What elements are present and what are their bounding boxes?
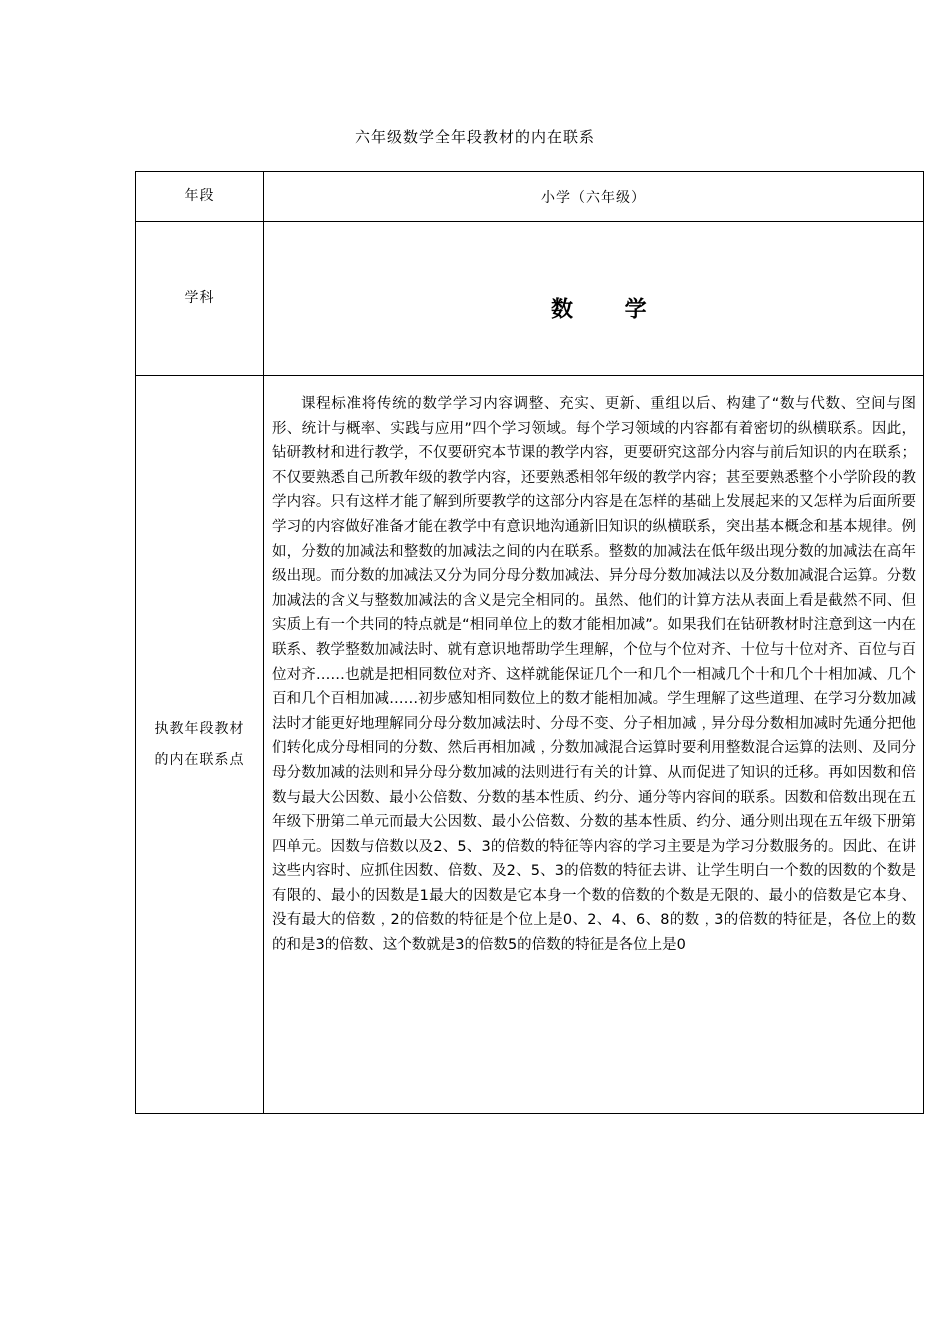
grade-label: 年段 — [184, 188, 215, 204]
content-label-cell — [136, 376, 264, 1114]
grade-value-cell — [264, 172, 924, 222]
document-title: 六年级数学全年段教材的内在联系 — [354, 128, 595, 146]
grade-value: 小学（六年级） — [541, 189, 646, 206]
content-text-cell — [264, 376, 924, 1114]
content-paragraph: 课程标准将传统的数学学习内容调整、充实、更新、重组以后、构建了“数与代数、空间与图形、统计与概率、实践与应用”四个学习领域。每个学习领域的内容都有着密切的纵横联系。因此，钻研教材和进行教学，不仅要研究本节课的教学内容，更要研究这部分内容与前后知识的内在联系；不仅要熟悉自己所教年级的教学内容，还要熟悉相邻年级的教学内容；甚至要熟悉整个小学阶段的教学内容。只有这样才能了解到所要教学的这部分内容是在怎样的基础上发展起来的又怎样为后面所要学习的内容做好准备才能在教学中有意识地沟通新旧知识的纵横联系，突出基本概念和基本规律。例如，分数的加减法和整数的加减法之间的内在联系。整数的加减法在低年级出现分数的加减法在高年级出现。而分数的加减法又分为同分母分数加减法、异分母分数加减法以及分数加减混合运算。分数加减法的含义与整数加减法的含义是完全相同的。虽然、他们的计算方法从表面上看是截然不同、但实质上有一个共同的特点就是“相同单位上的数才能相加减”。如果我们在钻研教材时注意到这一内在联系、教学整数加减法时、就有意识地帮助学生理解，个位与个位对齐、十位与十位对齐、百位与百位对齐……也就是把相同数位对齐、这样就能保证几个一和几个一相减几个十和几个十相加减、几个百和几个百相加减……初步感知相同数位上的数才能相加减。学生理解了这些道理、在学习分数加减法时才能更好地理解同分母分数加减法时、分母不变、分子相加减﹐异分母分数相加减时先通分把他们转化成分母相同的分数、然后再相加减﹐分数加减混合运算时要利用整数混合运算的法则、及同分母分数加减的法则和异分母分数加减的法则进行有关的计算、从而促进了知识的迁移。再如因数和倍数与最大公因数、最小公倍数、分数的基本性质、约分、通分等内容间的联系。因数和倍数出现在五年级下册第二单元而最大公因数、最小公倍数、分数的基本性质、约分、通分则出现在五年级下册第四单元。因数与倍数以及2、5、3的倍数的特征等内容的学习主要是为学习分数服务的。因此、在讲这些内容时、应抓住因数、倍数、及2、5、3的倍数的特征去讲、让学生明白一个数的因数的个数是有限的、最小的因数是1最大的因数是它本身一个数的倍数的个数是无限的、最小的倍数是它本身、没有最大的倍数﹐2的倍数的特征是个位上是0、2、4、6、8的数﹐3的倍数的特征是，各位上的数的和是3的倍数、这个数就是3的倍数5的倍数的特征是各位上是0 — [272, 396, 916, 954]
grade-label-cell — [136, 172, 264, 222]
subject-label: 学科 — [184, 290, 215, 306]
table-row-content — [136, 376, 924, 1114]
subject-value-cell — [264, 222, 924, 376]
subject-label-cell — [136, 222, 264, 376]
content-label-line1: 执教年段教材 — [154, 720, 245, 737]
subject-value: 数 学 — [551, 297, 669, 323]
table-row-subject — [136, 222, 924, 376]
content-label — [136, 714, 263, 776]
info-table — [135, 171, 924, 1114]
table-row-grade — [136, 172, 924, 222]
content-label-line2: 的内在联系点 — [154, 751, 245, 768]
